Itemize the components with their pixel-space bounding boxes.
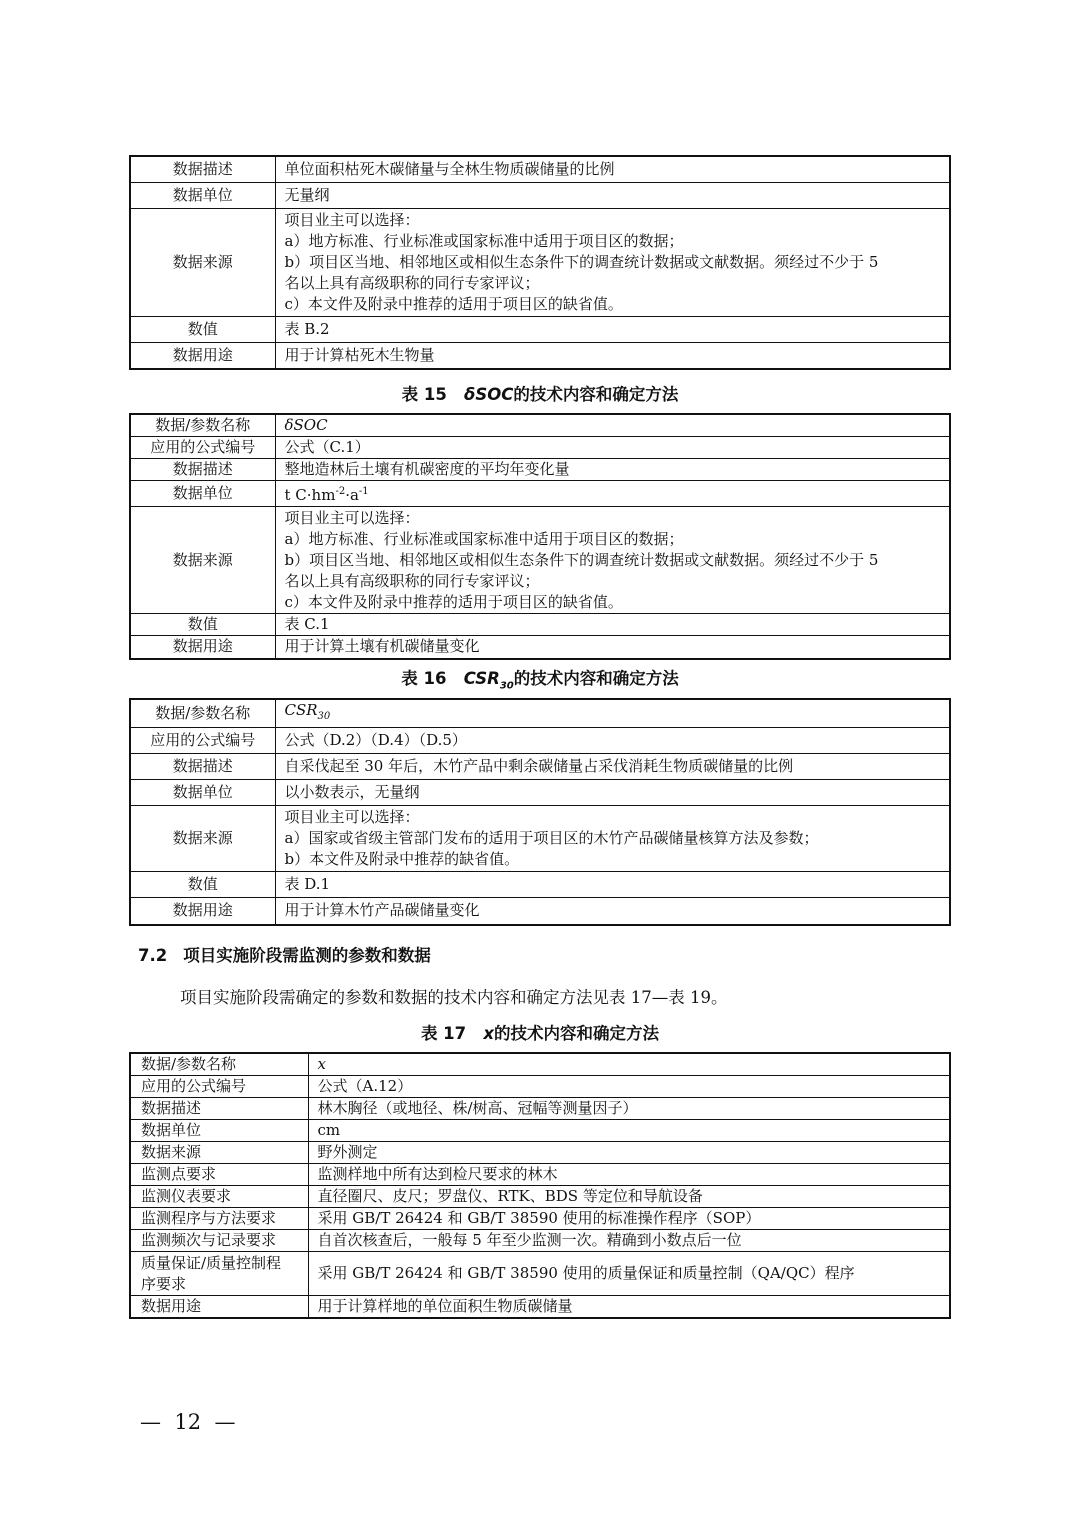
table-row bbox=[130, 1076, 950, 1098]
row-label: 监测频次与记录要求 bbox=[130, 1230, 308, 1252]
text-line: 质量保证/质量控制程 bbox=[141, 1253, 282, 1272]
row-value-multiline bbox=[275, 806, 950, 872]
table-row bbox=[130, 728, 950, 754]
row-label: 数据单位 bbox=[130, 1120, 308, 1142]
row-label: 数据单位 bbox=[130, 182, 275, 208]
row-label: 应用的公式编号 bbox=[130, 437, 275, 459]
row-value-multiline bbox=[275, 507, 950, 614]
row-label: 数据来源 bbox=[130, 507, 275, 614]
row-label: 数据描述 bbox=[130, 1098, 308, 1120]
table-14-continued bbox=[129, 155, 951, 370]
table-row bbox=[130, 342, 950, 369]
table-row bbox=[130, 481, 950, 507]
row-value: 无量纲 bbox=[275, 182, 950, 208]
page-number-value: 12 bbox=[174, 1410, 202, 1434]
table-row bbox=[130, 156, 950, 182]
row-value: 直径圈尺、皮尺；罗盘仪、RTK、BDS 等定位和导航设备 bbox=[308, 1186, 950, 1208]
table-row bbox=[130, 1208, 950, 1230]
table-row bbox=[130, 1120, 950, 1142]
row-value: 野外测定 bbox=[308, 1142, 950, 1164]
row-value: 表 D.1 bbox=[275, 872, 950, 898]
row-value: $CSR_{30}$ bbox=[275, 699, 950, 728]
table-row bbox=[130, 1142, 950, 1164]
table-row bbox=[130, 437, 950, 459]
row-value: 公式（C.1） bbox=[275, 437, 950, 459]
row-value: 用于计算枯死木生物量 bbox=[275, 342, 950, 369]
row-label-multiline bbox=[130, 1252, 308, 1296]
row-label: 数值 bbox=[130, 316, 275, 342]
table-15-caption: 表 15 δSOC的技术内容和确定方法 bbox=[401, 385, 679, 404]
row-value-multiline bbox=[275, 208, 950, 316]
text-line: 项目业主可以选择： bbox=[284, 808, 420, 826]
row-label: 数据单位 bbox=[130, 780, 275, 806]
section-title: 项目实施阶段需监测的参数和数据 bbox=[183, 946, 431, 965]
row-label: 数据/参数名称 bbox=[130, 414, 275, 437]
text-line: b）项目区当地、相邻地区或相似生态条件下的调查统计数据或文献数据。须经过不少于 5 bbox=[284, 550, 879, 569]
section-paragraph: 项目实施阶段需确定的参数和数据的技术内容和确定方法见表 17—表 19。 bbox=[180, 988, 728, 1007]
row-value: 表 B.2 bbox=[275, 316, 950, 342]
text-line: a）地方标准、行业标准或国家标准中适用于项目区的数据； bbox=[284, 529, 684, 548]
row-value: 单位面积枯死木碳储量与全林生物质碳储量的比例 bbox=[275, 156, 950, 182]
table-row bbox=[130, 1164, 950, 1186]
row-value: 整地造林后土壤有机碳密度的平均年变化量 bbox=[275, 459, 950, 481]
table-row bbox=[130, 459, 950, 481]
row-label: 数值 bbox=[130, 614, 275, 636]
row-value-unit: t $C\cdot hm^{-2}\cdot a^{-1}$ bbox=[275, 481, 950, 507]
row-value: 表 C.1 bbox=[275, 614, 950, 636]
row-label: 监测点要求 bbox=[130, 1164, 308, 1186]
table-row bbox=[130, 614, 950, 636]
table-16 bbox=[129, 698, 951, 926]
row-value: x bbox=[308, 1053, 950, 1076]
table-row bbox=[130, 699, 950, 728]
page-dash-left: — bbox=[140, 1410, 161, 1434]
table-row bbox=[130, 414, 950, 437]
row-label: 数据用途 bbox=[130, 1296, 308, 1319]
table-row bbox=[130, 208, 950, 316]
row-value: 自首次核查后，一般每 5 年至少监测一次。精确到小数点后一位 bbox=[308, 1230, 950, 1252]
row-value: 用于计算样地的单位面积生物质碳储量 bbox=[308, 1296, 950, 1319]
table-row bbox=[130, 182, 950, 208]
text-line: 项目业主可以选择： bbox=[284, 210, 420, 229]
text-line: a）地方标准、行业标准或国家标准中适用于项目区的数据； bbox=[284, 231, 684, 250]
row-value: 林木胸径（或地径、株/树高、冠幅等测量因子） bbox=[308, 1098, 950, 1120]
row-label: 监测程序与方法要求 bbox=[130, 1208, 308, 1230]
table-15 bbox=[129, 413, 951, 660]
row-value: 以小数表示，无量纲 bbox=[275, 780, 950, 806]
table-row bbox=[130, 1230, 950, 1252]
row-value: 公式（D.2）（D.4）（D.5） bbox=[275, 728, 950, 754]
text-line: 名以上具有高级职称的同行专家评议； bbox=[284, 273, 540, 292]
row-label: 数据单位 bbox=[130, 481, 275, 507]
table-17-caption: 表 17 x的技术内容和确定方法 bbox=[420, 1024, 660, 1043]
row-value: 公式（A.12） bbox=[308, 1076, 950, 1098]
row-label: 数值 bbox=[130, 872, 275, 898]
row-value: 用于计算木竹产品碳储量变化 bbox=[275, 898, 950, 925]
table-row bbox=[130, 1296, 950, 1319]
row-value: 用于计算土壤有机碳储量变化 bbox=[275, 636, 950, 659]
text-line: 项目业主可以选择： bbox=[284, 508, 420, 527]
table-row bbox=[130, 636, 950, 659]
table-row bbox=[130, 872, 950, 898]
row-label: 数据来源 bbox=[130, 1142, 308, 1164]
text-line: b）项目区当地、相邻地区或相似生态条件下的调查统计数据或文献数据。须经过不少于 5 bbox=[284, 252, 879, 271]
table-row bbox=[130, 507, 950, 614]
table-row bbox=[130, 1186, 950, 1208]
row-label: 数据描述 bbox=[130, 156, 275, 182]
table-17 bbox=[129, 1052, 951, 1319]
row-label: 数据用途 bbox=[130, 342, 275, 369]
row-value: 自采伐起至 30 年后，木竹产品中剩余碳储量占采伐消耗生物质碳储量的比例 bbox=[275, 754, 950, 780]
table-row bbox=[130, 780, 950, 806]
row-label: 数据/参数名称 bbox=[130, 1053, 308, 1076]
table-16-caption: 表 16 $CSR_{30}$的技术内容和确定方法 bbox=[401, 669, 679, 692]
row-label: 应用的公式编号 bbox=[130, 728, 275, 754]
table-row bbox=[130, 806, 950, 872]
row-label: 数据用途 bbox=[130, 636, 275, 659]
row-label: 数据描述 bbox=[130, 754, 275, 780]
text-line: 序要求 bbox=[141, 1274, 187, 1293]
table-row bbox=[130, 1252, 950, 1296]
table-row bbox=[130, 898, 950, 925]
table-row bbox=[130, 316, 950, 342]
section-number: 7.2 bbox=[138, 946, 168, 965]
row-label: 数据/参数名称 bbox=[130, 699, 275, 728]
page-number bbox=[140, 1410, 235, 1434]
page-dash-right: — bbox=[214, 1410, 236, 1434]
table-row bbox=[130, 1053, 950, 1076]
text-line: a）国家或省级主管部门发布的适用于项目区的木竹产品碳储量核算方法及参数； bbox=[284, 829, 819, 847]
table-row bbox=[130, 1098, 950, 1120]
row-label: 数据用途 bbox=[130, 898, 275, 925]
row-label: 数据来源 bbox=[130, 208, 275, 316]
row-label: 数据描述 bbox=[130, 459, 275, 481]
text-line: 名以上具有高级职称的同行专家评议； bbox=[284, 571, 540, 590]
row-value: cm bbox=[308, 1120, 950, 1142]
row-value: 监测样地中所有达到检尺要求的林木 bbox=[308, 1164, 950, 1186]
text-line: b）本文件及附录中推荐的缺省值。 bbox=[284, 850, 520, 868]
row-label: 数据来源 bbox=[130, 806, 275, 872]
row-value: δSOC bbox=[275, 414, 950, 437]
table-row bbox=[130, 754, 950, 780]
row-label: 监测仪表要求 bbox=[130, 1186, 308, 1208]
section-heading bbox=[138, 942, 431, 966]
text-line: c）本文件及附录中推荐的适用于项目区的缺省值。 bbox=[284, 294, 623, 313]
row-value: 采用 GB/T 26424 和 GB/T 38590 使用的质量保证和质量控制（QA/QC）程序 bbox=[308, 1252, 950, 1296]
row-label: 应用的公式编号 bbox=[130, 1076, 308, 1098]
row-value: 采用 GB/T 26424 和 GB/T 38590 使用的标准操作程序（SOP） bbox=[308, 1208, 950, 1230]
text-line: c）本文件及附录中推荐的适用于项目区的缺省值。 bbox=[284, 592, 623, 611]
